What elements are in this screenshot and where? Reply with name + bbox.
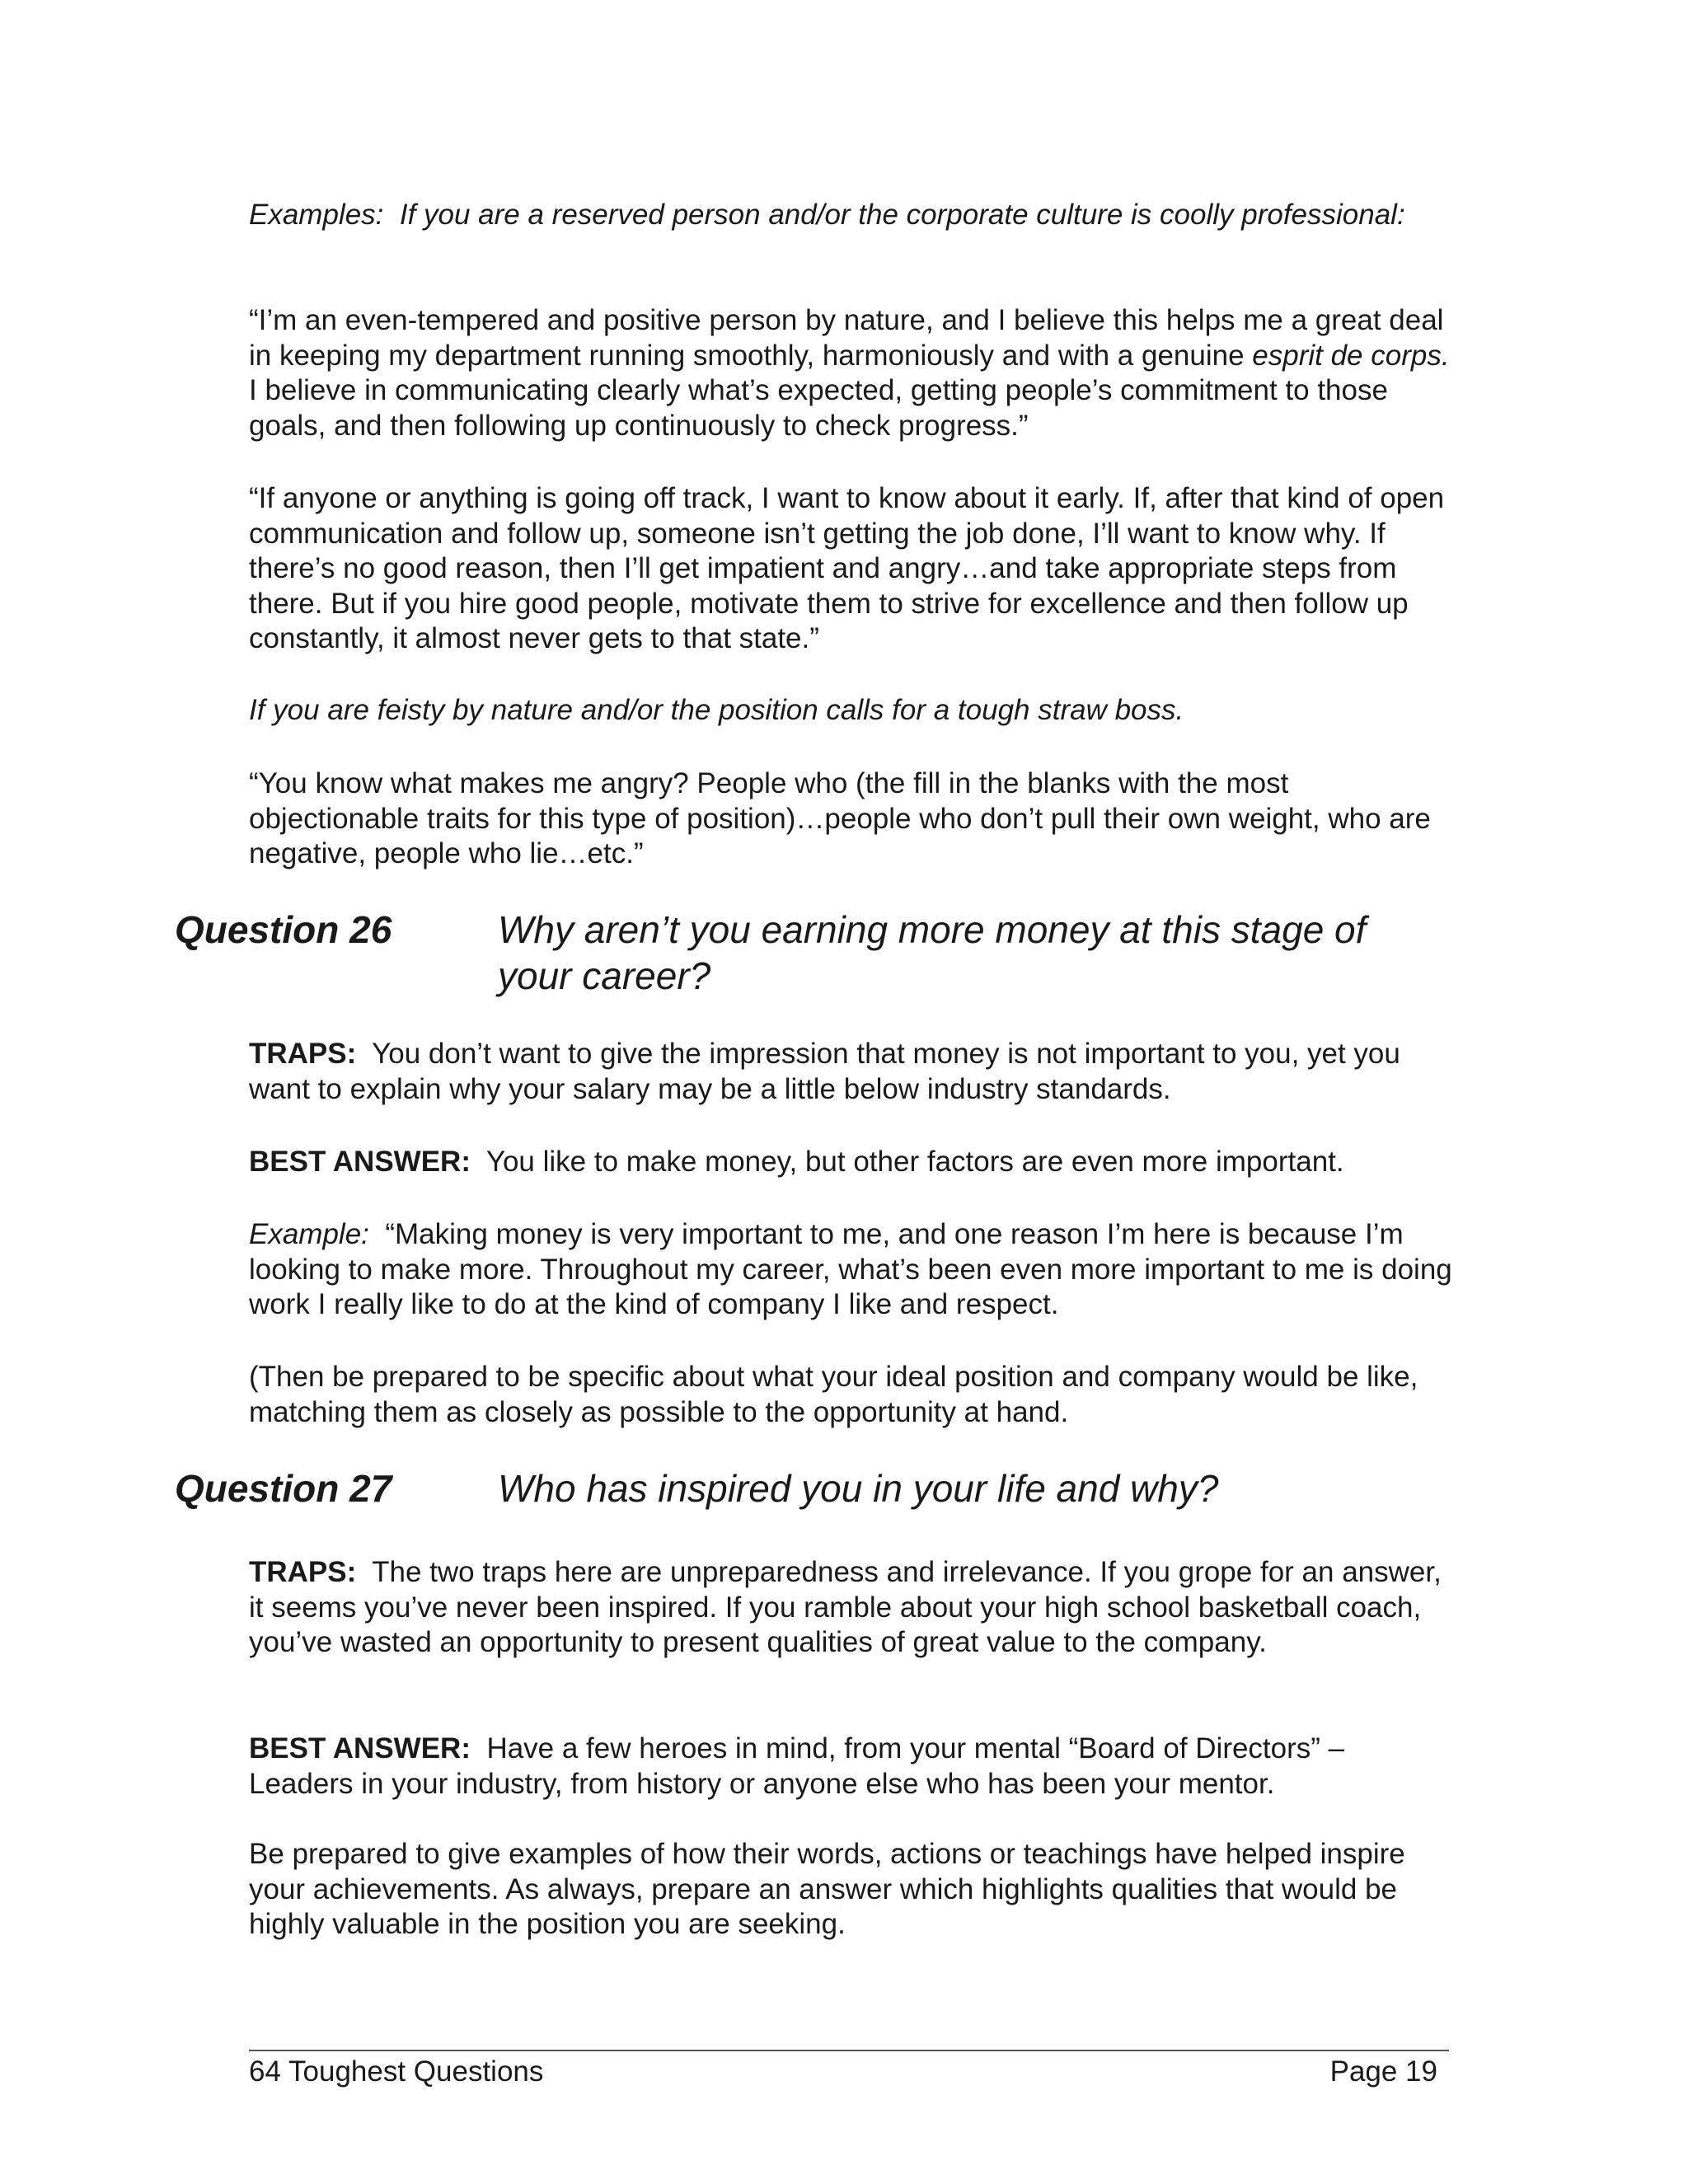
q26-example [249, 1217, 1452, 1323]
q26-example-label: Example: [249, 1218, 369, 1250]
question-26-heading [175, 907, 1461, 1005]
q27-best-label: BEST ANSWER: [249, 1732, 471, 1765]
example-quote-2 [249, 481, 1452, 657]
quote1-part-b: I believe in communicating clearly what’s expected, getting people’s commitment to those goals, and then following up continuously to check progress.” [249, 374, 1388, 442]
q26-note [249, 1360, 1452, 1430]
q27-traps [249, 1555, 1452, 1661]
footer-divider [249, 2050, 1449, 2051]
feisty-text: If you are feisty by nature and/or the position calls for a tough straw boss. [249, 694, 1184, 726]
footer-page-number: Page 19 [1329, 2055, 1437, 2088]
q27-traps-text: The two traps here are unpreparedness and irrelevance. If you grope for an answer, it seems you’ve never been inspired. If you ramble about your high school basketball coach, you’ve wasted an opportunity to present qualities of great value to the company. [249, 1556, 1442, 1658]
question-26-number: Question 26 [175, 908, 392, 951]
question-27-number: Question 27 [175, 1467, 392, 1510]
q26-example-text: “Making money is very important to me, and one reason I’m here is because I’m looking to make more. Throughout my career, what’s been even more important to me is doing work I really like to do at the kind of company I like and respect. [249, 1218, 1452, 1320]
example-quote-3 [249, 766, 1452, 872]
q27-best-answer [249, 1732, 1452, 1802]
q26-traps-text: You don’t want to give the impression that money is not important to you, yet you want to explain why your salary may be a little below industry standards. [249, 1038, 1400, 1105]
question-27-heading [175, 1465, 1461, 1515]
examples-intro [249, 198, 1452, 233]
q26-note-text: (Then be prepared to be specific about what your ideal position and company would be like, matching them as closely as possible to the opportunity at hand. [249, 1361, 1418, 1428]
quote3-text: “You know what makes me angry? People who (the fill in the blanks with the most objectionable traits for this type of position)…people who don’t pull their own weight, who are negative, people who lie…etc.” [249, 767, 1431, 869]
quote1-part-a: “I’m an even-tempered and positive person by nature, and I believe this helps me a great deal in keeping my department running smoothly, harmoniously and with a genuine [249, 304, 1444, 372]
examples-text: If you are a reserved person and/or the corporate culture is coolly professional: [399, 199, 1405, 231]
quote2-text: “If anyone or anything is going off track, I want to know about it early. If, after that kind of open communication and follow up, someone isn’t getting the job done, I’ll want to know why. If there’s no good reason, then I’ll get impatient and angry…and take appropriate steps from there. But if you hire good people, motivate them to strive for excellence and then follow up constantly, it almost never gets to that state.” [249, 482, 1445, 654]
example-quote-1 [249, 303, 1452, 443]
quote1-italic: esprit de corps. [1252, 339, 1450, 372]
q27-closing-text: Be prepared to give examples of how their words, actions or teachings have helped inspire your achievements. As always, prepare an answer which highlights qualities that would be highly valuable in the position you are seeking. [249, 1838, 1405, 1940]
footer-book-title: 64 Toughest Questions [249, 2055, 544, 2088]
q27-closing [249, 1837, 1452, 1943]
q26-best-text: You like to make money, but other factors are even more important. [485, 1146, 1344, 1178]
q26-traps-label: TRAPS: [249, 1038, 357, 1070]
q27-best-text: Have a few heroes in mind, from your mental “Board of Directors” – Leaders in your industry, from history or anyone else who has been your mentor. [249, 1732, 1345, 1800]
feisty-intro [249, 693, 1452, 729]
q26-best-label: BEST ANSWER: [249, 1146, 471, 1178]
q26-traps [249, 1037, 1452, 1107]
q26-best-answer [249, 1145, 1452, 1180]
question-27-title: Who has inspired you in your life and why? [498, 1467, 1219, 1510]
question-26-title: Why aren’t you earning more money at this stage of your career? [498, 908, 1367, 997]
q27-traps-label: TRAPS: [249, 1556, 357, 1588]
examples-label: Examples: [249, 199, 384, 231]
